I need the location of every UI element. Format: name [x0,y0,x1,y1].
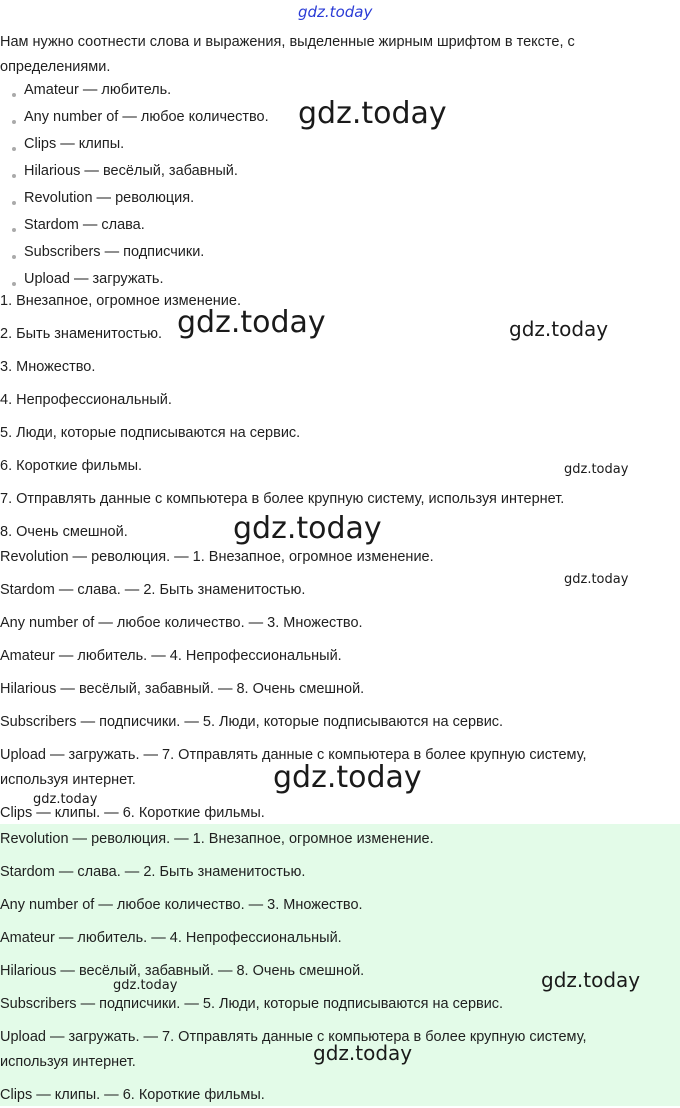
watermark: gdz.today [273,760,422,795]
definition-item: 4. Непрофессиональный. [0,392,172,408]
answer-item: Hilarious — весёлый, забавный. — 8. Очень смешной. [0,681,365,697]
definition-item: 6. Короткие фильмы. [0,458,143,474]
answer-item: Stardom — слава. — 2. Быть знаменитостью. [0,582,306,598]
watermark: gdz.today [113,978,178,993]
watermark: gdz.today [313,1041,413,1065]
intro-line-2: определениями. [0,59,111,75]
highlighted-answer-item: Revolution — революция. — 1. Внезапное, огромное изменение. [0,831,434,847]
bullet-icon [12,120,16,124]
answer-item: Amateur — любитель. — 4. Непрофессиональный. [0,648,342,664]
answer-item: Subscribers — подписчики. — 5. Люди, которые подписываются на сервис. [0,714,504,730]
watermark: gdz.today [564,572,629,587]
watermark: gdz.today [298,96,447,131]
highlighted-answer-item: Hilarious — весёлый, забавный. — 8. Очень смешной. [0,963,365,979]
header-watermark: gdz.today [298,3,373,21]
vocab-item: Upload — загружать. [24,271,164,287]
answer-item-continued: используя интернет. [0,772,136,788]
bullet-icon [12,228,16,232]
vocab-item: Subscribers — подписчики. [24,244,205,260]
vocab-item: Amateur — любитель. [24,82,172,98]
highlighted-answer-item: Subscribers — подписчики. — 5. Люди, которые подписываются на сервис. [0,996,504,1012]
answer-item: Clips — клипы. — 6. Короткие фильмы. [0,805,265,821]
highlighted-answer-item: Upload — загружать. — 7. Отправлять данные с компьютера в более крупную систему, [0,1029,587,1045]
highlighted-answer-item: Amateur — любитель. — 4. Непрофессиональный. [0,930,342,946]
bullet-icon [12,147,16,151]
definition-item: 1. Внезапное, огромное изменение. [0,293,241,309]
vocab-item: Any number of — любое количество. [24,109,269,125]
watermark: gdz.today [541,968,641,992]
highlighted-answer-item-continued: используя интернет. [0,1054,136,1070]
definition-item: 7. Отправлять данные с компьютера в более крупную систему, используя интернет. [0,491,565,507]
highlighted-answer-item: Stardom — слава. — 2. Быть знаменитостью. [0,864,306,880]
vocab-item: Clips — клипы. [24,136,125,152]
bullet-icon [12,201,16,205]
bullet-icon [12,174,16,178]
bullet-icon [12,93,16,97]
vocab-item: Revolution — революция. [24,190,195,206]
vocab-item: Stardom — слава. [24,217,145,233]
definition-item: 3. Множество. [0,359,96,375]
answer-item: Any number of — любое количество. — 3. Множество. [0,615,363,631]
bullet-icon [12,255,16,259]
watermark: gdz.today [177,305,326,340]
intro-line-1: Нам нужно соотнести слова и выражения, выделенные жирным шрифтом в тексте, с [0,34,575,50]
vocab-item: Hilarious — весёлый, забавный. [24,163,238,179]
highlighted-answer-item: Any number of — любое количество. — 3. Множество. [0,897,363,913]
watermark: gdz.today [233,511,382,546]
definition-item: 5. Люди, которые подписываются на сервис. [0,425,301,441]
highlighted-answer-item: Clips — клипы. — 6. Короткие фильмы. [0,1087,265,1103]
watermark: gdz.today [564,462,629,477]
definition-item: 2. Быть знаменитостью. [0,326,163,342]
watermark: gdz.today [33,792,98,807]
definition-item: 8. Очень смешной. [0,524,128,540]
answer-item: Revolution — революция. — 1. Внезапное, огромное изменение. [0,549,434,565]
answer-item: Upload — загружать. — 7. Отправлять данные с компьютера в более крупную систему, [0,747,587,763]
watermark: gdz.today [509,317,609,341]
bullet-icon [12,282,16,286]
